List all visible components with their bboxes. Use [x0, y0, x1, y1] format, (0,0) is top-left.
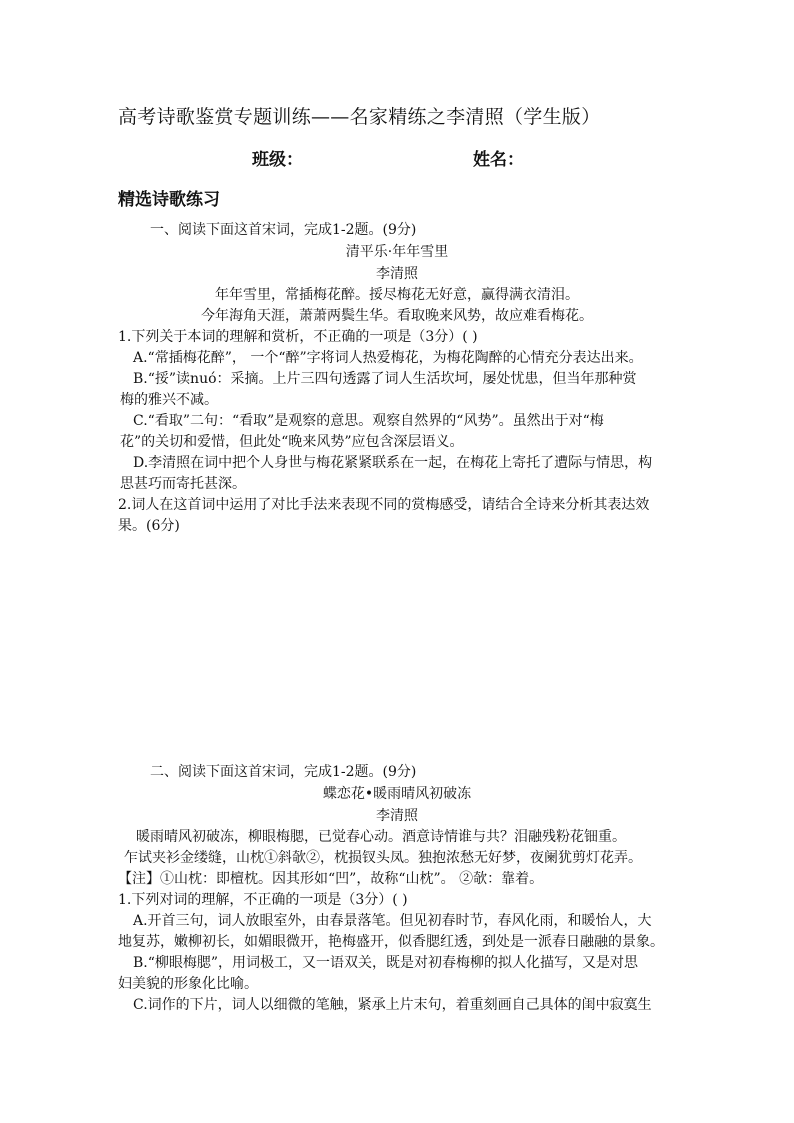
part1-intro: 一、阅读下面这首宋词，完成1-2题。(9分): [150, 222, 417, 238]
part1-question1-option-c: C.“看取”二句：“看取”是观察的意思。观察自然界的“风势”。虽然出于对“梅: [133, 413, 604, 429]
part1-question1-option-d-cont: 思甚巧而寄托甚深。: [120, 476, 246, 492]
part1-poem-author: 李清照: [376, 266, 418, 282]
part2-question1-option-a: A.开首三句，词人放眼室外，由春景落笔。但见初春时节，春风化雨，和暖怡人，大: [133, 913, 652, 929]
part1-question2-stem: 2.词人在这首词中运用了对比手法来表现不同的赏梅感受，请结合全诗来分析其表达效: [118, 497, 650, 513]
part1-poem-line-2: 今年海角天涯，萧萧两鬓生华。看取晚来风势，故应难看梅花。: [201, 308, 593, 324]
part2-question1-option-b-cont: 妇美貌的形象化比喻。: [118, 976, 258, 992]
part1-question1-option-b: B.“挼”读nuó：采摘。上片三四句透露了词人生活坎坷，屡处忧患，但当年那种赏: [133, 371, 637, 387]
page-title: 高考诗歌鉴赏专题训练——名家精练之李清照（学生版）: [118, 106, 601, 128]
section-heading: 精选诗歌练习: [118, 190, 220, 210]
name-field-label: 姓名：: [473, 150, 524, 170]
part1-question1-stem: 1.下列关于本词的理解和赏析，不正确的一项是（3分）( ): [118, 329, 478, 345]
class-field-label: 班级：: [252, 150, 303, 170]
part2-poem-note: 【注】①山枕：即檀枕。因其形如“凹”，故称“山枕”。 ②欹：靠着。: [118, 871, 544, 887]
part2-question1-option-c: C.词作的下片，词人以细微的笔触，紧承上片末句，着重刻画自己具体的闺中寂寞生: [133, 997, 652, 1013]
part1-poem-title: 清平乐·年年雪里: [345, 244, 449, 260]
part2-poem-author: 李清照: [376, 808, 418, 824]
part1-question1-option-c-cont: 花”的关切和爱惜，但此处“晚来风势”应包含深层语义。: [120, 434, 464, 450]
part1-question1-option-b-cont: 梅的雅兴不减。: [120, 392, 218, 408]
part2-poem-title: 蝶恋花•暖雨晴风初破冻: [322, 786, 472, 802]
part1-question2-stem-cont: 果。(6分): [118, 518, 180, 534]
part1-question1-option-d: D.李清照在词中把个人身世与梅花紧紧联系在一起，在梅花上寄托了遭际与情思，构: [133, 455, 653, 471]
part2-poem-line-1: 暖雨晴风初破冻，柳眼梅腮，已觉春心动。酒意诗情谁与共？泪融残粉花钿重。: [136, 829, 626, 845]
part2-question1-option-b: B.“柳眼梅腮”，用词极工，又一语双关，既是对初春梅柳的拟人化描写，又是对思: [133, 955, 639, 971]
part1-poem-line-1: 年年雪里，常插梅花醉。挼尽梅花无好意，赢得满衣清泪。: [215, 287, 579, 303]
part2-question1-option-a-cont: 地复苏，嫩柳初长，如媚眼微开，艳梅盛开，似香腮红透，到处是一派春日融融的景象。: [118, 934, 664, 950]
part2-intro: 二、阅读下面这首宋词，完成1-2题。(9分): [150, 764, 417, 780]
part2-poem-line-2: 乍试夹衫金缕缝，山枕①斜欹②，枕损钗头凤。独抱浓愁无好梦，夜阑犹剪灯花弄。: [124, 850, 642, 866]
part1-question1-option-a: A.“常插梅花醉”， 一个“醉”字将词人热爱梅花，为梅花陶醉的心情充分表达出来。: [133, 350, 643, 366]
part2-question1-stem: 1.下列对词的理解，不正确的一项是（3分）( ): [118, 892, 408, 908]
